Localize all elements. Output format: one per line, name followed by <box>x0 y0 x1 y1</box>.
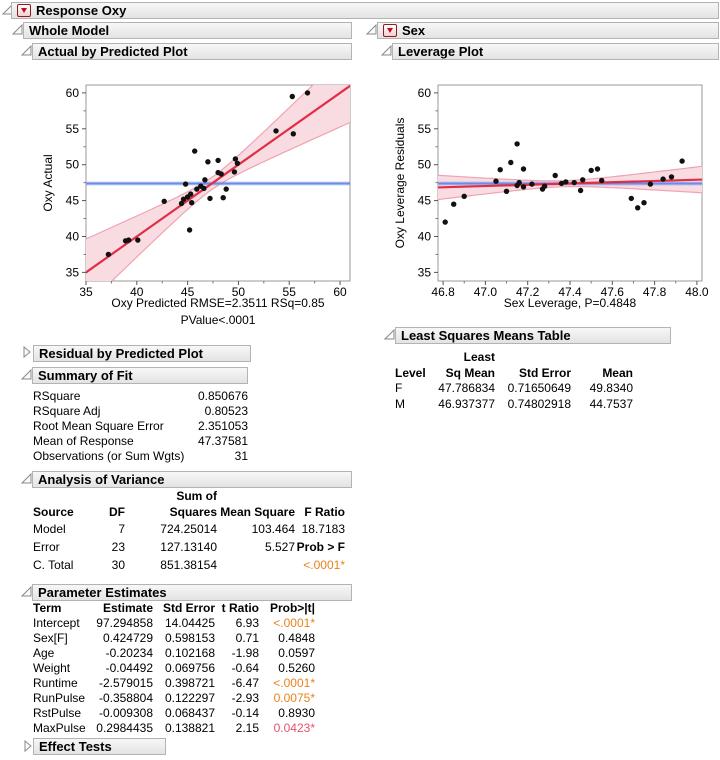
tratio-cell: 2.15 <box>235 721 259 735</box>
y-tick-label: 45 <box>417 193 431 208</box>
disclosure-open-icon-sex[interactable] <box>366 24 377 36</box>
y-tick-label: 40 <box>417 229 431 244</box>
scatter-point[interactable] <box>580 177 585 182</box>
prob-cell: 0.0075* <box>273 691 315 705</box>
col-header: t Ratio <box>221 601 259 615</box>
scatter-point[interactable] <box>679 158 684 163</box>
section-title: Actual by Predicted Plot <box>38 44 188 59</box>
spacer <box>571 350 633 366</box>
section-bar-parameter-estimates[interactable] <box>32 584 352 601</box>
summary-row <box>33 419 248 434</box>
section-bar-anova[interactable] <box>32 471 352 488</box>
value-cell <box>217 556 295 574</box>
section-bar-lsm-table[interactable] <box>395 327 671 344</box>
term-cell: Runtime <box>33 676 78 690</box>
scatter-point[interactable] <box>641 200 646 205</box>
scatter-point[interactable] <box>187 227 192 232</box>
scatter-point[interactable] <box>599 178 604 183</box>
prob-cell: <.0001* <box>273 616 315 630</box>
pe-row <box>33 691 315 706</box>
sex-leverage-plot <box>388 64 720 314</box>
section-title: Sex <box>402 23 426 38</box>
prob-cell: 0.4848 <box>278 631 315 645</box>
scatter-point[interactable] <box>235 161 240 166</box>
spacer <box>495 350 571 366</box>
col-header: Mean Square <box>220 505 295 519</box>
value-cell: 23 <box>111 540 125 554</box>
prob-cell: 0.0423* <box>273 721 315 735</box>
x-tick-label: 47.0 <box>473 285 498 299</box>
stderror-cell: 0.068437 <box>164 706 215 720</box>
col-header: Std Error <box>518 365 571 380</box>
scatter-point[interactable] <box>498 167 503 172</box>
scatter-point[interactable] <box>648 181 653 186</box>
stat-label: Observations (or Sum Wgts) <box>33 449 185 463</box>
prob-cell: 0.8930 <box>278 706 315 720</box>
x-tick-label: 46.8 <box>431 285 455 299</box>
pe-row <box>33 706 315 721</box>
y-tick-label: 40 <box>65 229 79 244</box>
anova-row <box>33 538 345 556</box>
scatter-point[interactable] <box>669 174 674 179</box>
section-title: Whole Model <box>29 23 110 38</box>
value-cell: 851.38154 <box>160 558 217 572</box>
term-cell: RstPulse <box>33 706 82 720</box>
pe-row <box>33 721 315 736</box>
level-cell: M <box>395 396 405 411</box>
summary-row <box>33 449 248 464</box>
stderror-cell: 0.71650649 <box>507 381 571 395</box>
col-header: Squares <box>169 505 217 519</box>
x-tick-label: 47.4 <box>558 285 582 299</box>
estimate-cell: 97.294858 <box>96 616 153 630</box>
stat-label: RSquare <box>33 389 81 403</box>
lsm-header-line1 <box>395 350 633 366</box>
scatter-point[interactable] <box>106 252 111 257</box>
y-tick-label: 60 <box>65 85 79 100</box>
scatter-point[interactable] <box>529 181 534 186</box>
disclosure-open-icon-leverage[interactable] <box>381 45 392 57</box>
section-bar-effect-tests[interactable] <box>33 738 166 755</box>
stderror-cell: 0.069756 <box>164 661 215 675</box>
col-header: Sq Mean <box>445 365 495 380</box>
section-bar-residual-by-predicted[interactable] <box>33 345 251 362</box>
scatter-point[interactable] <box>183 181 188 186</box>
anova-row <box>33 556 345 574</box>
scatter-point[interactable] <box>443 219 448 224</box>
scatter-point[interactable] <box>508 160 513 165</box>
summary-of-fit-table <box>33 389 248 464</box>
scatter-point[interactable] <box>205 159 210 164</box>
term-cell: Sex[F] <box>33 631 68 645</box>
prob-cell: 0.5260 <box>278 661 315 675</box>
summary-row <box>33 389 248 404</box>
scatter-point[interactable] <box>589 168 594 173</box>
disclosure-open-icon-lsm[interactable] <box>384 329 395 341</box>
x-tick-label: 50 <box>231 285 246 299</box>
col-header: Estimate <box>102 601 153 615</box>
y-tick-label: 35 <box>65 265 79 280</box>
col-header: Source <box>33 505 74 519</box>
stat-label: Root Mean Square Error <box>33 419 164 433</box>
disclosure-open-icon-anova[interactable] <box>21 473 32 485</box>
y-tick-label: 60 <box>417 85 431 100</box>
y-tick-label: 35 <box>417 265 431 280</box>
disclosure-open-icon-actual-by-predicted[interactable] <box>21 45 32 57</box>
pe-row <box>33 616 315 631</box>
prob-cell: <.0001* <box>273 676 315 690</box>
section-bar-actual-by-predicted[interactable] <box>32 43 352 60</box>
col-header: F Ratio <box>304 505 345 519</box>
tratio-cell: -2.93 <box>231 691 259 705</box>
disclosure-collapsed-icon-residual[interactable] <box>22 346 33 358</box>
scatter-point[interactable] <box>192 148 197 153</box>
x-tick-label: 35 <box>79 285 93 299</box>
scatter-point[interactable] <box>629 196 634 201</box>
section-bar-sex[interactable] <box>377 22 719 39</box>
stderror-cell: 14.04425 <box>164 616 215 630</box>
estimate-cell: -0.358804 <box>98 691 153 705</box>
scatter-point[interactable] <box>660 176 665 181</box>
col-header: Least <box>463 350 495 364</box>
y-tick-label: 55 <box>65 121 79 136</box>
spacer <box>33 489 91 504</box>
tratio-cell: -0.14 <box>231 706 259 720</box>
scatter-point[interactable] <box>514 141 519 146</box>
x-tick-label: 40 <box>130 285 144 299</box>
scatter-point[interactable] <box>207 196 212 201</box>
value-cell: 127.13140 <box>160 540 217 554</box>
term-cell: RunPulse <box>33 691 86 705</box>
x-tick-label: 47.6 <box>600 285 624 299</box>
y-axis-label: Oxy Leverage Residuals <box>393 117 407 249</box>
mean-cell: 44.7537 <box>589 396 633 411</box>
prob-cell: 0.0597 <box>278 646 315 660</box>
section-title: Summary of Fit <box>38 368 133 383</box>
scatter-point[interactable] <box>595 166 600 171</box>
y-tick-label: 50 <box>65 157 79 172</box>
value-cell: Prob > F <box>296 540 345 554</box>
section-bar-summary-of-fit[interactable] <box>32 367 248 384</box>
section-title: Leverage Plot <box>398 44 484 59</box>
value-cell: <.0001* <box>303 558 345 572</box>
disclosure-open-icon-whole-model[interactable] <box>12 24 23 36</box>
scatter-point[interactable] <box>462 194 467 199</box>
tratio-cell: -0.64 <box>231 661 259 675</box>
scatter-point[interactable] <box>504 189 509 194</box>
mean-cell: 49.8340 <box>589 381 633 395</box>
pe-row <box>33 676 315 691</box>
source-cell: Model <box>33 522 66 536</box>
spacer <box>395 350 437 366</box>
x-tick-label: 48.0 <box>685 285 709 299</box>
col-header: Sum of <box>176 489 217 503</box>
red-triangle-menu-icon[interactable] <box>383 24 397 37</box>
col-header: Mean <box>602 365 633 380</box>
stat-value: 0.850676 <box>197 389 248 403</box>
section-title: Effect Tests <box>39 739 112 754</box>
sqmean-cell: 46.937377 <box>438 396 495 411</box>
lsm-table <box>395 350 633 412</box>
scatter-point[interactable] <box>219 171 224 176</box>
tratio-cell: 6.93 <box>235 616 259 630</box>
stat-value: 2.351053 <box>197 419 248 433</box>
anova-table <box>33 489 345 574</box>
term-cell: MaxPulse <box>33 721 86 735</box>
actual-by-predicted-plot <box>30 64 362 332</box>
lsm-header-row <box>395 366 633 382</box>
scatter-point[interactable] <box>215 158 220 163</box>
section-bar-leverage-plot[interactable] <box>392 43 719 60</box>
source-cell: Error <box>33 540 60 554</box>
scatter-point[interactable] <box>635 205 640 210</box>
x-tick-label: 45 <box>180 285 195 299</box>
value-cell: 30 <box>111 558 125 572</box>
scatter-point[interactable] <box>188 191 193 196</box>
x-axis-label: Oxy Predicted RMSE=2.3511 RSq=0.85 <box>111 296 325 310</box>
stat-label: RSquare Adj <box>33 404 101 418</box>
y-axis-label: Oxy Actual <box>41 154 55 212</box>
y-tick-label: 50 <box>417 157 431 172</box>
scatter-point[interactable] <box>521 166 526 171</box>
scatter-point[interactable] <box>290 94 295 99</box>
section-title: Analysis of Variance <box>38 472 165 487</box>
section-title: Response Oxy <box>36 3 127 18</box>
scatter-point[interactable] <box>224 186 229 191</box>
estimate-cell: -0.04492 <box>105 661 153 675</box>
stat-value: 0.80523 <box>204 404 248 418</box>
spacer <box>217 489 295 504</box>
section-title: Residual by Predicted Plot <box>39 346 203 361</box>
stderror-cell: 0.398721 <box>164 676 215 690</box>
scatter-point[interactable] <box>563 179 568 184</box>
term-cell: Intercept <box>33 616 80 630</box>
scatter-point[interactable] <box>578 188 583 193</box>
source-cell: C. Total <box>33 558 74 572</box>
col-header: Term <box>33 601 62 615</box>
section-title: Least Squares Means Table <box>401 328 571 343</box>
stat-value: 31 <box>234 449 248 463</box>
term-cell: Weight <box>33 661 71 675</box>
summary-row <box>33 404 248 419</box>
estimate-cell: 0.2984435 <box>96 721 153 735</box>
lsm-row <box>395 381 633 397</box>
scatter-point[interactable] <box>201 186 206 191</box>
x-tick-label: 47.8 <box>642 285 667 299</box>
scatter-point[interactable] <box>273 128 278 133</box>
red-triangle-menu-icon[interactable] <box>17 4 31 17</box>
value-cell: 5.527 <box>264 540 295 554</box>
value-cell: 103.464 <box>251 522 295 536</box>
x-tick-label: 47.2 <box>516 285 540 299</box>
scatter-point[interactable] <box>126 237 131 242</box>
stderror-cell: 0.598153 <box>164 631 215 645</box>
section-title: Parameter Estimates <box>38 585 167 600</box>
scatter-point[interactable] <box>291 131 296 136</box>
col-header: Std Error <box>162 601 215 615</box>
disclosure-open-icon-summary[interactable] <box>21 369 32 381</box>
summary-row <box>33 434 248 449</box>
scatter-point[interactable] <box>305 90 310 95</box>
scatter-point[interactable] <box>232 169 237 174</box>
scatter-point[interactable] <box>517 180 522 185</box>
stat-value: 47.37581 <box>197 434 248 448</box>
spacer <box>91 489 125 504</box>
pe-row <box>33 646 315 661</box>
scatter-point[interactable] <box>202 177 207 182</box>
x-axis-label-line2: PValue<.0001 <box>180 313 256 327</box>
anova-row <box>33 520 345 538</box>
y-tick-label: 55 <box>417 121 431 136</box>
y-tick-label: 45 <box>65 193 79 208</box>
stderror-cell: 0.74802918 <box>507 396 571 411</box>
section-bar-whole-model[interactable] <box>23 22 352 39</box>
stat-label: Mean of Response <box>33 434 134 448</box>
stderror-cell: 0.122297 <box>164 691 215 705</box>
scatter-point[interactable] <box>221 195 226 200</box>
pe-header-row <box>33 601 315 616</box>
spacer <box>295 489 345 504</box>
estimate-cell: 0.424729 <box>102 631 153 645</box>
x-axis-label: Sex Leverage, P=0.4848 <box>503 296 637 310</box>
term-cell: Age <box>33 646 55 660</box>
scatter-point[interactable] <box>542 184 547 189</box>
sqmean-cell: 47.786834 <box>438 381 495 395</box>
scatter-point[interactable] <box>553 173 558 178</box>
x-tick-label: 55 <box>282 285 296 299</box>
value-cell: 7 <box>118 522 125 536</box>
tratio-cell: -1.98 <box>231 646 259 660</box>
value-cell: 724.25014 <box>160 522 217 536</box>
pe-row <box>33 631 315 646</box>
estimate-cell: -0.009308 <box>98 706 153 720</box>
level-cell: F <box>395 381 403 395</box>
estimate-cell: -2.579015 <box>98 676 153 690</box>
col-header: Prob>|t| <box>269 601 315 615</box>
scatter-point[interactable] <box>189 200 194 205</box>
parameter-estimates-table <box>33 601 315 736</box>
tratio-cell: -6.47 <box>231 676 259 690</box>
scatter-point[interactable] <box>493 179 498 184</box>
stderror-cell: 0.102168 <box>164 646 215 660</box>
x-tick-label: 60 <box>333 285 347 299</box>
scatter-point[interactable] <box>572 180 577 185</box>
scatter-point[interactable] <box>162 199 167 204</box>
tratio-cell: 0.71 <box>235 631 259 645</box>
anova-header-row <box>33 504 345 520</box>
col-header: Level <box>395 365 426 380</box>
disclosure-open-icon-parameters[interactable] <box>21 586 32 598</box>
anova-header-line1 <box>33 489 345 504</box>
stderror-cell: 0.138821 <box>164 721 215 735</box>
scatter-point[interactable] <box>521 184 526 189</box>
col-header: DF <box>109 505 125 519</box>
scatter-point[interactable] <box>135 237 140 242</box>
section-bar-response[interactable] <box>11 2 719 19</box>
lsm-row <box>395 397 633 413</box>
scatter-point[interactable] <box>451 202 456 207</box>
estimate-cell: -0.20234 <box>105 646 153 660</box>
value-cell: 18.7183 <box>301 522 345 536</box>
pe-row <box>33 661 315 676</box>
